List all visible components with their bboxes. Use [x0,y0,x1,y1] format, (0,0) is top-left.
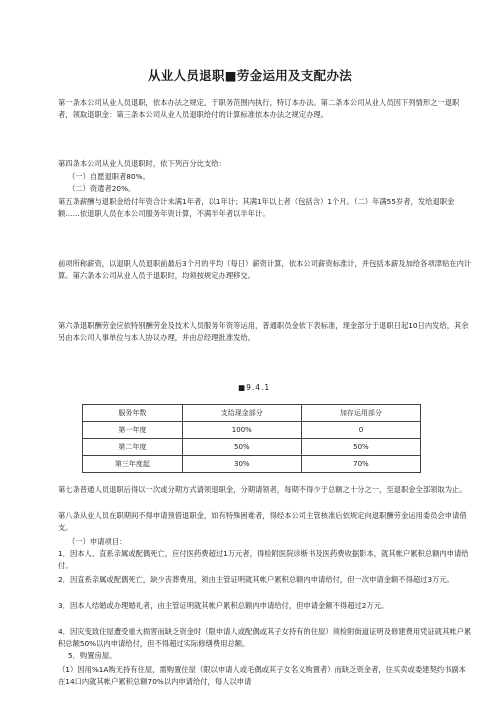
table-cell: 第一年度 [83,422,183,439]
header-cell: 加存运用部分 [301,405,420,422]
list-item: 5．购置房屋。 [68,651,117,660]
paragraph: （二）资遣者20%。 [68,184,136,193]
paragraph: 前项所称薪资，以退职人员退职前最后3个月的平均（每日）薪资计算，依本公司薪资标准计，并包括本薪及加给各项津贴在内计算。第六条本公司从业人员于退职时，均须按规定办理移交。 [58,259,472,281]
table-cell: 50% [182,439,301,456]
paragraph: 第四条本公司从业人员退职时，依下列百分比支给： [58,159,226,168]
table-header-row [83,405,421,422]
paragraph: （一）申请项目： [68,537,127,546]
header-cell: 服务年数 [83,405,183,422]
paragraph: （一）自愿退职者80%。 [68,172,150,181]
table-cell: 第三年度起 [83,456,183,473]
paragraph: 第五条薪酬与退职金给付年资合计未满1年者，以1年计；其满1年以上者（包括含）1个月。（二）年满55岁者，发给退职金额……依退职人员在本公司服务年资计算，不满半年者以半年计。 [58,197,455,219]
list-item: （1）因用%1A购无持有住屋，需购置住屋（限以申请人或毛偶或其子女名义购置者）而缺乏资金者，住买卖或委建契约书副本在14口内就其帐户累积总额70%以内申请给付，每人以申请 [58,665,466,687]
table-cell: 100% [182,422,301,439]
list-item: 2．因直系亲属或配偶死亡，缺少丧葬费用，须由主管证明就其帐户累积总额内申请给付，但一次申请金额不得超过3万元。 [58,575,455,584]
table-cell: 70% [301,456,420,473]
paragraph: 第八条从业人员在职期间不得申请预借退职金，如有特殊困难者，得经本公司主管核准后依规定向退职酬劳金运用委员会申请借支。 [58,511,467,533]
payout-table [82,404,421,473]
table-caption: ■9.4.1 [238,383,271,392]
table-row [83,456,421,473]
header-cell: 支给现金部分 [182,405,301,422]
paragraph: 第七条普通人员退职后得以一次或分期方式请领退职金，分期请领者，每期不得少于总额之十分之一，至退职金全部领取为止。 [58,485,467,494]
table-row [83,439,421,456]
table-cell: 第二年度 [83,439,183,456]
document-title: 从业人员退职■劳金运用及支配办法 [147,68,353,83]
table-row [83,422,421,439]
list-item: 1．因本人、直系亲属或配偶死亡，应付医药费超过1万元者，得检附医院诊断书及医药费收据影本，就其帐户累积总额内申请给付。 [58,549,469,571]
paragraph: 第一条本公司从业人员退职，依本办法之规定，于职务范围内执行，特订本办法。第二条本公司从业人员因下列情形之一退职者，领取退职金：第三条本公司从业人员退职给付的计算标准依本办法之规定办理。 [58,98,460,120]
paragraph: 第六条退职酬劳金应依特别酬劳金及技术人员服务年资等运用，普通职员金依下表标准，现金部分于退职日起10日内发给，其余另由本公司人事单位与本人协议办理，并由总经理批准发给。 [58,321,469,343]
table-cell: 50% [301,439,420,456]
list-item: 4．因灾变致住屋遭受重大损害而缺乏资金时（限申请人或配偶或其子女持有的住屋）须检附街道证明及修建费用凭证就其帐户累积总额50%以内申请给付，但不得超过实际修缮费用总额。 [58,627,472,649]
table-cell: 0 [301,422,420,439]
table-cell: 30% [182,456,301,473]
list-item: 3．因本人结婚或办理婚礼者，由主管证明就其帐户累积总额内申请给付，但申请金额不得超过2万元。 [58,601,389,610]
